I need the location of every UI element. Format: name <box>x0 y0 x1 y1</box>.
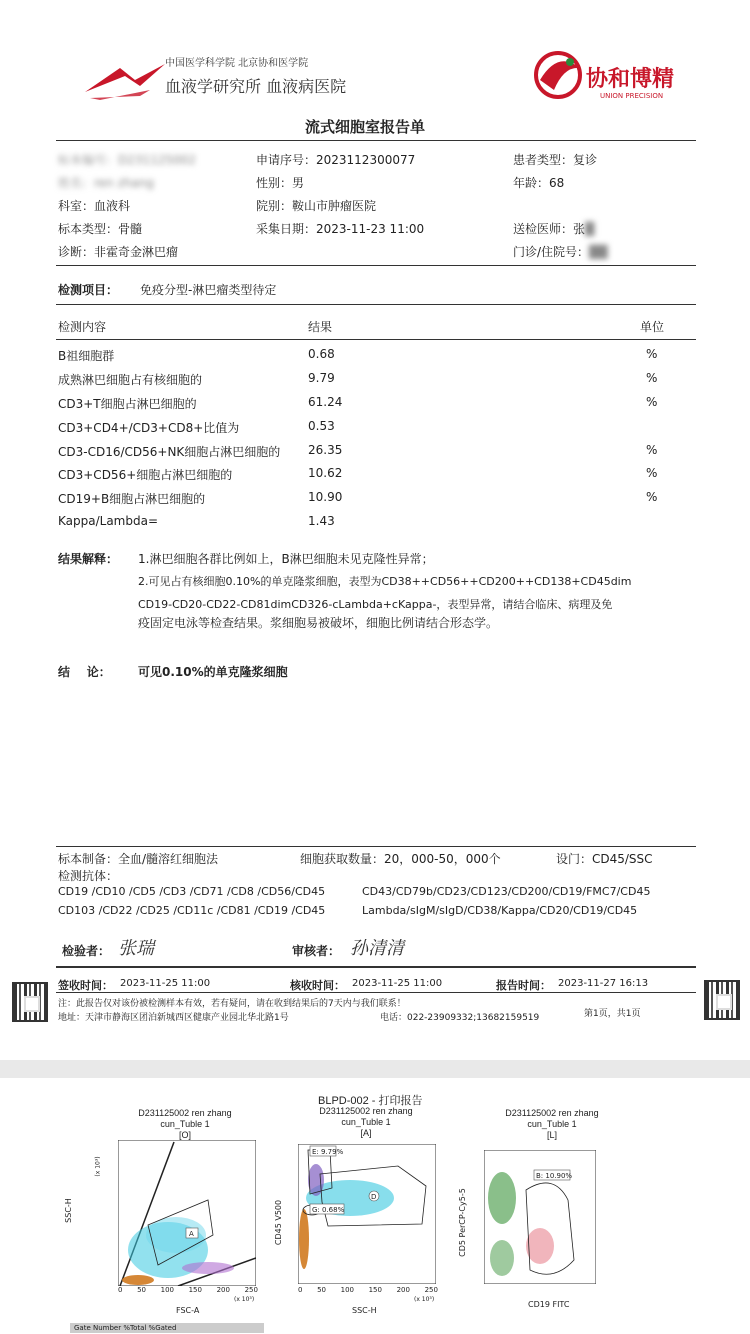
collect-date: 采集日期：2023-11-23 11:00 <box>256 222 425 236</box>
plot2-scatter <box>298 1144 436 1284</box>
antibody-row1-right: CD43/CD79b/CD23/CD123/CD200/CD19/FMC7/CD45 <box>362 885 651 898</box>
plot1-scatter <box>118 1140 256 1286</box>
row-name: Kappa/Lambda= <box>58 514 159 528</box>
tick: 150 <box>188 1286 202 1294</box>
interpretation-line3: CD19-CD20-CD22-CD81dimCD326-cLambda+cKappa-，表型异常，请结合临床、病理及免 <box>138 598 613 611</box>
plot2-ylabel: CD45 V500 <box>274 1199 284 1246</box>
row-value: 1.43 <box>308 514 335 528</box>
tick: 100 <box>160 1286 174 1294</box>
patient-age: 年龄：68 <box>513 176 565 190</box>
plot1-yscale: (x 10³) <box>94 1156 102 1177</box>
tick: 150 <box>368 1286 382 1294</box>
tick: 200 <box>396 1286 410 1294</box>
report-label: 报告时间： <box>496 979 551 992</box>
row-name: 成熟淋巴细胞占有核细胞的 <box>58 373 203 387</box>
union-precision-logo-icon <box>528 50 588 100</box>
footer-page: 第1页，共1页 <box>584 1009 641 1019</box>
plot-page <box>0 1078 750 1334</box>
tick: 0 <box>298 1286 303 1294</box>
plot2-xlabel: SSC-H <box>352 1306 377 1315</box>
diagnosis: 诊断：非霍奇金淋巴瘤 <box>58 245 179 259</box>
left-logo-line1: 中国医学科学院 北京协和医学院 <box>165 58 309 69</box>
plot2-gate-e: E: 9.79% <box>312 1148 344 1156</box>
plot1-tube: cun_Tuble 1 <box>160 1119 210 1129</box>
info-divider <box>56 265 696 266</box>
plot1-x-ticks <box>118 1286 258 1294</box>
clinic-no <box>513 243 608 260</box>
gate-table-header: Gate Number %Total %Gated <box>70 1323 264 1333</box>
patient-name <box>58 174 154 191</box>
row-name: CD3+CD4+/CD3+CD8+比值为 <box>58 421 240 435</box>
antibody-row1-left: CD19 /CD10 /CD5 /CD3 /CD71 /CD8 /CD56/CD45 <box>58 885 326 898</box>
col-header-result: 结果 <box>308 320 333 334</box>
patient-gender: 性别：男 <box>256 176 305 190</box>
row-value: 0.53 <box>308 419 335 433</box>
antibody-row2-right: Lambda/sIgM/sIgD/CD38/Kappa/CD20/CD19/CD45 <box>362 904 638 917</box>
doctor-text: 送检医师：张 <box>513 222 586 236</box>
check-label: 核收时间： <box>290 979 345 992</box>
left-logo <box>80 50 170 110</box>
conclusion-value: 可见0.10%的单克隆浆细胞 <box>138 665 288 679</box>
plot2-xscale: (x 10³) <box>414 1296 435 1303</box>
tick: 200 <box>216 1286 230 1294</box>
report-title: 流式细胞室报告单 <box>305 118 426 136</box>
qr-code-left-icon <box>12 982 48 1022</box>
antibody-label: 检测抗体： <box>58 869 119 883</box>
doctor <box>513 220 594 237</box>
col-header-content: 检测内容 <box>58 320 107 334</box>
row-name: B祖细胞群 <box>58 349 115 363</box>
sig-divider <box>56 966 696 968</box>
prep-gate: 设门：CD45/SSC <box>556 852 653 866</box>
reviewer-signature: 孙清清 <box>350 938 404 959</box>
row-name: CD3+CD56+细胞占淋巴细胞的 <box>58 468 233 482</box>
sample-id <box>58 151 196 168</box>
row-unit: % <box>646 466 658 480</box>
test-item-divider <box>56 304 696 305</box>
title-divider <box>56 140 696 141</box>
row-value: 0.68 <box>308 347 335 361</box>
clinic-redacted: ██ <box>589 245 608 259</box>
footer-divider <box>56 992 696 993</box>
plot2-tube: cun_Tuble 1 <box>341 1117 391 1127</box>
plot3-tag: [L] <box>546 1130 557 1140</box>
row-value: 9.79 <box>308 371 335 385</box>
test-item-label: 检测项目： <box>58 283 119 297</box>
tick: 250 <box>424 1286 438 1294</box>
footer-note: 注：此报告仅对该份被检测样本有效，若有疑问，请在收到结果后的7天内与我们联系！ <box>58 999 406 1009</box>
check-time: 2023-11-25 11:00 <box>352 978 443 989</box>
col-header-unit: 单位 <box>640 320 665 334</box>
sample-type: 标本类型：骨髓 <box>58 222 143 236</box>
row-unit: % <box>646 443 658 457</box>
patient-name-text: 姓名：ren zhang <box>58 176 154 190</box>
plot1-ylabel: SSC-H <box>63 1198 73 1223</box>
interpretation-line1: 1.淋巴细胞各群比例如上，B淋巴细胞未见克隆性异常； <box>138 552 434 566</box>
qr-code-right-icon <box>704 980 740 1020</box>
plot-page-title: BLPD-002 - 打印报告 <box>318 1095 423 1107</box>
row-unit: % <box>646 347 658 361</box>
plot2-tag: [A] <box>360 1128 372 1138</box>
department: 科室：血液科 <box>58 199 131 213</box>
plot3-tube: cun_Tuble 1 <box>527 1119 577 1129</box>
tester-signature: 张瑞 <box>118 938 154 959</box>
tick: 50 <box>137 1286 146 1294</box>
table-header-divider <box>56 339 696 340</box>
tick: 100 <box>340 1286 354 1294</box>
row-unit: % <box>646 395 658 409</box>
plot1-xscale: (x 10³) <box>234 1296 255 1303</box>
footer-phone: 电话：022-23909332;13682159519 <box>380 1013 540 1023</box>
tick: 0 <box>118 1286 123 1294</box>
plot1-sample: D231125002 ren zhang <box>138 1108 232 1118</box>
row-name: CD19+B细胞占淋巴细胞的 <box>58 492 206 506</box>
right-logo <box>528 50 588 100</box>
request-no: 申请序号：2023112300077 <box>256 153 416 167</box>
conclusion-label: 结 论： <box>58 665 111 679</box>
plot3-gate-b: B: 10.90% <box>536 1172 573 1180</box>
plot2-sample: D231125002 ren zhang <box>319 1106 413 1116</box>
clinic-no-text: 门诊/住院号： <box>513 245 590 259</box>
reviewer-label: 审核者： <box>292 944 341 958</box>
row-value: 26.35 <box>308 443 343 457</box>
sample-id-text: 标本编号：D231125002 <box>58 153 196 167</box>
footer-address: 地址：天津市静海区团泊新城西区健康产业园北华北路1号 <box>58 1013 289 1023</box>
patient-type: 患者类型：复诊 <box>513 153 598 167</box>
row-value: 10.62 <box>308 466 343 480</box>
plot3-scatter <box>484 1150 596 1284</box>
tick: 250 <box>244 1286 258 1294</box>
row-name: CD3-CD16/CD56+NK细胞占淋巴细胞的 <box>58 445 281 459</box>
plot3-ylabel: CD5 PerCP-Cy5-5 <box>457 1188 467 1257</box>
row-value: 61.24 <box>308 395 343 409</box>
plot3-xlabel: CD19 FITC <box>528 1300 570 1309</box>
plot1-gate-a: A <box>189 1230 194 1238</box>
tick: 50 <box>317 1286 326 1294</box>
antibody-row2-left: CD103 /CD22 /CD25 /CD11c /CD81 /CD19 /CD45 <box>58 904 326 917</box>
prep-count: 细胞获取数量：20，000-50，000个 <box>300 852 501 866</box>
hospital-logo-icon <box>80 50 170 110</box>
plot2-gate-g: G: 0.68% <box>312 1206 345 1214</box>
row-unit: % <box>646 371 658 385</box>
receive-label: 签收时间： <box>58 979 113 992</box>
interpretation-label: 结果解释： <box>58 552 119 566</box>
plot1-xlabel: FSC-A <box>176 1306 200 1315</box>
right-logo-text: 协和博精 <box>586 66 675 92</box>
prep-divider <box>56 846 696 847</box>
row-name: CD3+T细胞占淋巴细胞的 <box>58 397 197 411</box>
prep-method: 标本制备：全血/髓溶红细胞法 <box>58 852 219 866</box>
report-time: 2023-11-27 16:13 <box>558 978 649 989</box>
tester-label: 检验者： <box>62 944 111 958</box>
row-unit: % <box>646 490 658 504</box>
doctor-redacted: █ <box>585 222 595 236</box>
hospital: 院别：鞍山市肿瘤医院 <box>256 199 377 213</box>
right-logo-sub: UNION PRECISION <box>600 92 664 100</box>
plot2-x-ticks <box>298 1286 438 1294</box>
receive-time: 2023-11-25 11:00 <box>120 978 211 989</box>
interpretation-line2: 2.可见占有核细胞0.10%的单克隆浆细胞，表型为CD38++CD56++CD200++CD138+CD45dim <box>138 575 632 588</box>
plot2-gate-d: D <box>371 1193 377 1201</box>
test-item-value: 免疫分型-淋巴瘤类型待定 <box>140 283 277 297</box>
interpretation-line4: 疫固定电泳等检查结果。浆细胞易被破坏，细胞比例请结合形态学。 <box>138 616 499 630</box>
plot3-sample: D231125002 ren zhang <box>505 1108 599 1118</box>
row-value: 10.90 <box>308 490 343 504</box>
left-logo-line2: 血液学研究所 血液病医院 <box>165 77 347 96</box>
plot1-tag: [O] <box>178 1130 191 1140</box>
